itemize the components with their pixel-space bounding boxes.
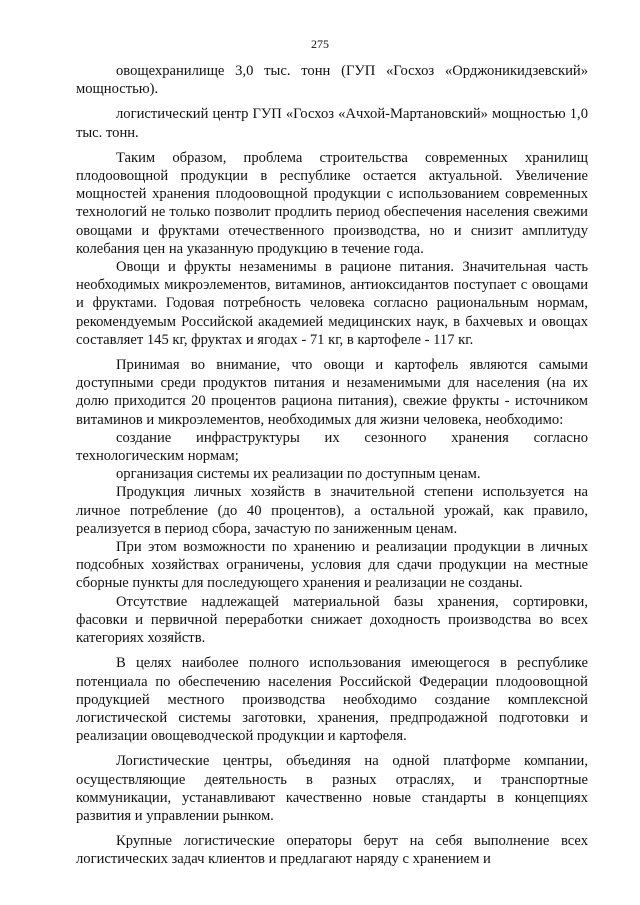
- paragraph-storage-limits: При этом возможности по хранению и реализации продукции в личных подсобных хозяйствах ограничены, условия для сдачи продукции на местные сборные пункты для последующего хранения и реализации не созданы.: [76, 539, 588, 592]
- paragraph-logistics-center-achkhoy: логистический центр ГУП «Госхоз «Ачхой-Мартановский» мощностью 1,0 тыс. тонн.: [76, 106, 588, 141]
- paragraph-logistics-operators: Крупные логистические операторы берут на себя выполнение всех логистических задач клиентов и предлагают наряду с хранением и: [76, 833, 588, 868]
- paragraph-logistics-centers: Логистические центры, объединяя на одной платформе компании, осуществляющие деятельность в разных отраслях, и транспортные коммуникации, устанавливают качественно новые стандарты в концепциях развития и управлении рынком.: [76, 753, 588, 824]
- paragraph-storage-ordzhonikidzevsky: овощехранилище 3,0 тыс. тонн (ГУП «Госхоз «Орджоникидзевский» мощностью).: [76, 63, 588, 98]
- page-number: 275: [311, 37, 329, 51]
- list-item-sales-system: организация системы их реализации по доступным ценам.: [116, 466, 481, 483]
- paragraph-private-households: Продукция личных хозяйств в значительной степени используется на личное потребление (до 40 процентов), а остальной урожай, как правило, реализуется в период сбора, зачастую по заниженным ценам.: [76, 484, 588, 537]
- paragraph-logistics-system: В целях наиболее полного использования имеющегося в республике потенциала по обеспечению населения Российской Федерации плодоовощной продукцией местного производства необходимо создание комплексной логистической системы заготовки, хранения, предпродажной подготовки и реализации овощеводческой продукции и картофеля.: [76, 655, 588, 745]
- paragraph-accessibility: Принимая во внимание, что овощи и картофель являются самыми доступными среди продуктов питания и незаменимыми для населения (на их долю приходится 20 процентов рациона питания), свежие фрукты - источником витаминов и микроэлементов, необходимых для жизни человека, необходимо:: [76, 357, 588, 428]
- document-body: [76, 62, 588, 869]
- paragraph-material-base: Отсутствие надлежащей материальной базы хранения, сортировки, фасовки и первичной переработки снижает доходность производства во всех категориях хозяйств.: [76, 593, 588, 647]
- paragraph-vegetables-fruits-diet: Овощи и фрукты незаменимы в рационе питания. Значительная часть необходимых микроэлементов, витаминов, антиоксидантов поступает с овощами и фруктами. Годовая потребность человека согласно рациональным нормам, рекомендуемым Российской академией медицинских наук, в бахчевых и овощах составляет 145 кг, фруктах и ягодах - 71 кг, в картофеле - 117 кг.: [76, 259, 588, 348]
- list-item-infrastructure: создание инфраструктуры их сезонного хранения согласно технологическим нормам;: [76, 429, 588, 465]
- paragraph-storage-problem: Таким образом, проблема строительства современных хранилищ плодоовощной продукции в республике остается актуальной. Увеличение мощностей хранения плодоовощной продукции с использованием современных технологий не только позволит продлить период обеспечения населения свежими овощами и фруктами отечественного производства, но и снизит амплитуду колебания цен на указанную продукцию в течение года.: [76, 149, 588, 257]
